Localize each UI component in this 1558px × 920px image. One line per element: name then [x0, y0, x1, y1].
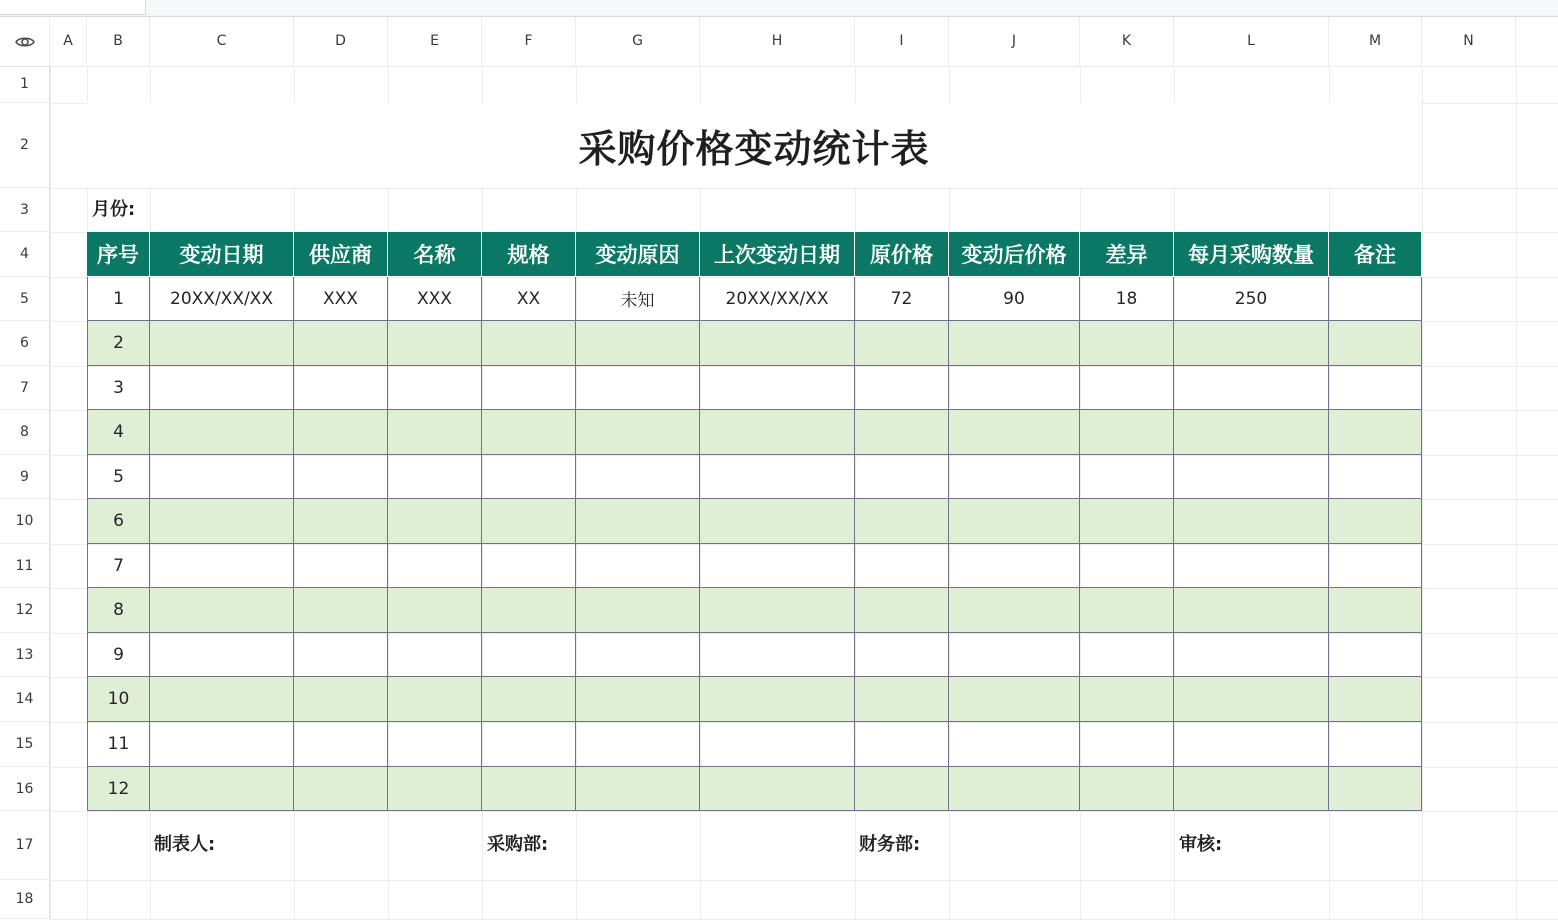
table-cell[interactable]	[150, 544, 294, 588]
table-cell[interactable]	[1080, 767, 1174, 811]
table-cell[interactable]	[150, 633, 294, 677]
table-cell[interactable]	[855, 633, 949, 677]
column-header-bar	[0, 17, 1558, 67]
table-cell[interactable]	[700, 767, 855, 811]
table-cell[interactable]	[482, 410, 576, 455]
table-cell[interactable]: XX	[482, 277, 576, 321]
formula-bar[interactable]	[146, 0, 1558, 14]
table-cell[interactable]	[150, 455, 294, 499]
grid-line	[1422, 66, 1423, 919]
table-cell[interactable]	[949, 677, 1080, 722]
table-cell[interactable]	[482, 588, 576, 633]
table-cell[interactable]	[700, 588, 855, 633]
column-header-k[interactable]: K	[1080, 17, 1174, 66]
table-cell[interactable]	[388, 767, 482, 811]
table-cell[interactable]	[1080, 588, 1174, 633]
table-cell[interactable]	[294, 588, 388, 633]
table-cell[interactable]	[1174, 410, 1329, 455]
row-header-9[interactable]: 9	[0, 455, 50, 499]
table-cell[interactable]	[294, 455, 388, 499]
name-box[interactable]	[0, 0, 146, 15]
table-header-cell[interactable]: 上次变动日期	[700, 232, 855, 276]
table-cell[interactable]: XXX	[388, 277, 482, 321]
table-header-cell[interactable]: 规格	[482, 232, 576, 276]
row-index-cell[interactable]: 6	[87, 499, 150, 544]
table-cell[interactable]	[150, 499, 294, 544]
row-header-18[interactable]: 18	[0, 880, 50, 919]
signature-review[interactable]: 审核:	[1179, 834, 1223, 855]
select-all-corner[interactable]	[0, 17, 50, 66]
table-cell[interactable]	[1329, 366, 1422, 410]
table-cell[interactable]	[949, 366, 1080, 410]
table-cell[interactable]	[700, 544, 855, 588]
column-header-g[interactable]: G	[576, 17, 700, 66]
table-cell[interactable]	[700, 499, 855, 544]
table-cell[interactable]	[388, 722, 482, 767]
table-cell[interactable]	[576, 767, 700, 811]
table-header-cell[interactable]: 变动后价格	[949, 232, 1080, 276]
table-cell[interactable]: XXX	[294, 277, 388, 321]
table-cell[interactable]	[1329, 767, 1422, 811]
table-cell[interactable]	[1329, 544, 1422, 588]
table-cell[interactable]	[294, 499, 388, 544]
table-cell[interactable]	[700, 677, 855, 722]
table-cell[interactable]	[388, 455, 482, 499]
row-index-cell[interactable]: 11	[87, 722, 150, 767]
signature-purchasing[interactable]: 采购部:	[487, 834, 549, 855]
row-index-cell[interactable]: 2	[87, 321, 150, 366]
table-cell[interactable]	[855, 767, 949, 811]
table-cell[interactable]	[949, 499, 1080, 544]
table-cell[interactable]	[482, 633, 576, 677]
table-cell[interactable]	[576, 633, 700, 677]
table-cell[interactable]	[855, 321, 949, 366]
table-cell[interactable]	[855, 677, 949, 722]
table-cell[interactable]	[294, 633, 388, 677]
table-cell[interactable]	[294, 677, 388, 722]
table-cell[interactable]: 20XX/XX/XX	[700, 277, 855, 321]
table-header-cell[interactable]: 序号	[87, 232, 150, 276]
table-cell[interactable]	[294, 410, 388, 455]
table-cell[interactable]	[1080, 321, 1174, 366]
table-cell[interactable]	[388, 544, 482, 588]
grid-line	[1516, 66, 1517, 919]
table-cell[interactable]	[1174, 499, 1329, 544]
table-header-cell[interactable]: 原价格	[855, 232, 949, 276]
signature-preparer[interactable]: 制表人:	[154, 834, 216, 855]
row-index-cell[interactable]: 9	[87, 633, 150, 677]
row-header-3[interactable]: 3	[0, 188, 50, 232]
table-cell[interactable]	[1174, 455, 1329, 499]
table-cell[interactable]	[1080, 633, 1174, 677]
row-header-4[interactable]: 4	[0, 232, 50, 277]
table-cell[interactable]	[388, 410, 482, 455]
column-header-l[interactable]: L	[1174, 17, 1329, 66]
table-header-cell[interactable]: 差异	[1080, 232, 1174, 276]
column-header-m[interactable]: M	[1329, 17, 1422, 66]
table-header-cell[interactable]: 变动日期	[150, 232, 294, 276]
column-header-f[interactable]: F	[482, 17, 576, 66]
table-cell[interactable]	[482, 455, 576, 499]
table-cell[interactable]	[1080, 410, 1174, 455]
table-cell[interactable]	[388, 499, 482, 544]
table-cell[interactable]	[855, 366, 949, 410]
table-cell[interactable]	[482, 366, 576, 410]
column-header-j[interactable]: J	[949, 17, 1080, 66]
table-cell[interactable]	[949, 767, 1080, 811]
table-header-cell[interactable]: 每月采购数量	[1174, 232, 1329, 276]
table-cell[interactable]	[949, 544, 1080, 588]
row-index-cell[interactable]: 7	[87, 544, 150, 588]
table-cell[interactable]: 未知	[576, 277, 700, 321]
table-cell[interactable]	[949, 321, 1080, 366]
row-header-15[interactable]: 15	[0, 722, 50, 767]
table-cell[interactable]	[388, 321, 482, 366]
table-cell[interactable]	[949, 722, 1080, 767]
table-cell[interactable]	[150, 366, 294, 410]
row-header-6[interactable]: 6	[0, 321, 50, 366]
grid-line	[50, 188, 1558, 189]
table-cell[interactable]	[1174, 633, 1329, 677]
table-cell[interactable]	[294, 321, 388, 366]
table-cell[interactable]	[1080, 366, 1174, 410]
table-cell[interactable]	[1174, 767, 1329, 811]
row-header-2[interactable]: 2	[0, 103, 50, 188]
table-header-cell[interactable]: 供应商	[294, 232, 388, 276]
table-cell[interactable]	[1080, 455, 1174, 499]
table-cell[interactable]	[388, 588, 482, 633]
signature-finance[interactable]: 财务部:	[859, 834, 921, 855]
table-cell[interactable]	[1329, 410, 1422, 455]
table-cell[interactable]	[700, 366, 855, 410]
table-cell[interactable]	[482, 677, 576, 722]
column-header-d[interactable]: D	[294, 17, 388, 66]
table-cell[interactable]	[700, 633, 855, 677]
table-header-cell[interactable]: 名称	[388, 232, 482, 276]
table-header-cell[interactable]: 备注	[1329, 232, 1422, 276]
table-cell[interactable]	[482, 767, 576, 811]
table-cell[interactable]	[150, 410, 294, 455]
table-cell[interactable]	[1174, 722, 1329, 767]
table-cell[interactable]	[576, 544, 700, 588]
row-index-cell[interactable]: 5	[87, 455, 150, 499]
table-cell[interactable]	[1080, 722, 1174, 767]
table-cell[interactable]	[150, 588, 294, 633]
table-cell[interactable]	[700, 321, 855, 366]
table-cell[interactable]	[1329, 455, 1422, 499]
table-cell[interactable]	[150, 767, 294, 811]
table-cell[interactable]	[1080, 544, 1174, 588]
table-cell[interactable]: 72	[855, 277, 949, 321]
table-cell[interactable]	[576, 455, 700, 499]
row-header-1[interactable]: 1	[0, 66, 50, 103]
table-cell[interactable]	[1329, 722, 1422, 767]
table-cell[interactable]	[294, 366, 388, 410]
table-cell[interactable]	[294, 767, 388, 811]
table-cell[interactable]	[150, 677, 294, 722]
table-cell[interactable]	[294, 544, 388, 588]
row-index-cell[interactable]: 1	[87, 277, 150, 321]
row-index-cell[interactable]: 12	[87, 767, 150, 811]
table-cell[interactable]	[150, 722, 294, 767]
row-header-7[interactable]: 7	[0, 366, 50, 410]
table-cell[interactable]	[1174, 544, 1329, 588]
table-cell[interactable]	[1174, 677, 1329, 722]
table-cell[interactable]	[576, 722, 700, 767]
row-header-16[interactable]: 16	[0, 767, 50, 811]
grid-line	[50, 811, 1558, 812]
row-header-17[interactable]: 17	[0, 811, 50, 880]
grid-line	[50, 880, 1558, 881]
row-index-cell[interactable]: 10	[87, 677, 150, 722]
eye-icon[interactable]	[15, 35, 35, 49]
table-cell[interactable]	[855, 455, 949, 499]
table-cell[interactable]	[949, 633, 1080, 677]
column-header-b[interactable]: B	[87, 17, 150, 66]
column-header-e[interactable]: E	[388, 17, 482, 66]
table-cell[interactable]	[482, 544, 576, 588]
row-index-cell[interactable]: 3	[87, 366, 150, 410]
row-header-12[interactable]: 12	[0, 588, 50, 633]
table-cell[interactable]	[1174, 321, 1329, 366]
column-header-i[interactable]: I	[855, 17, 949, 66]
row-header-13[interactable]: 13	[0, 633, 50, 677]
table-cell[interactable]	[949, 455, 1080, 499]
column-header-n[interactable]: N	[1422, 17, 1516, 66]
table-cell[interactable]	[855, 722, 949, 767]
table-cell[interactable]	[700, 722, 855, 767]
column-header-a[interactable]: A	[50, 17, 87, 66]
table-cell[interactable]	[482, 499, 576, 544]
table-cell[interactable]	[855, 588, 949, 633]
row-header-11[interactable]: 11	[0, 544, 50, 588]
row-header-5[interactable]: 5	[0, 277, 50, 321]
table-cell[interactable]: 90	[949, 277, 1080, 321]
month-label[interactable]: 月份:	[92, 199, 136, 220]
table-cell[interactable]	[855, 544, 949, 588]
row-index-cell[interactable]: 4	[87, 410, 150, 455]
table-cell[interactable]	[294, 722, 388, 767]
table-cell[interactable]	[1329, 499, 1422, 544]
table-cell[interactable]	[482, 321, 576, 366]
column-header-h[interactable]: H	[700, 17, 855, 66]
table-cell[interactable]	[1080, 677, 1174, 722]
table-cell[interactable]	[576, 321, 700, 366]
table-cell[interactable]	[855, 499, 949, 544]
table-cell[interactable]: 20XX/XX/XX	[150, 277, 294, 321]
table-cell[interactable]	[576, 366, 700, 410]
row-header-8[interactable]: 8	[0, 410, 50, 455]
table-cell[interactable]	[150, 321, 294, 366]
table-cell[interactable]	[1329, 321, 1422, 366]
formula-bar-area	[0, 0, 1558, 17]
sheet-title[interactable]: 采购价格变动统计表	[87, 103, 1421, 187]
table-cell[interactable]	[576, 588, 700, 633]
table-cell[interactable]: 18	[1080, 277, 1174, 321]
table-cell[interactable]	[949, 588, 1080, 633]
row-header-14[interactable]: 14	[0, 677, 50, 722]
table-cell[interactable]	[576, 499, 700, 544]
table-cell[interactable]	[700, 410, 855, 455]
table-cell[interactable]	[482, 722, 576, 767]
table-cell[interactable]	[388, 677, 482, 722]
grid-line	[50, 66, 51, 919]
table-cell[interactable]	[576, 677, 700, 722]
table-cell[interactable]	[1080, 499, 1174, 544]
row-index-cell[interactable]: 8	[87, 588, 150, 633]
table-cell[interactable]	[1174, 366, 1329, 410]
table-cell[interactable]	[949, 410, 1080, 455]
row-header-10[interactable]: 10	[0, 499, 50, 544]
table-cell[interactable]	[1174, 588, 1329, 633]
column-header-c[interactable]: C	[150, 17, 294, 66]
table-cell[interactable]	[1329, 277, 1422, 321]
table-cell[interactable]	[1329, 633, 1422, 677]
table-cell[interactable]	[576, 410, 700, 455]
table-header-cell[interactable]: 变动原因	[576, 232, 700, 276]
table-cell[interactable]: 250	[1174, 277, 1329, 321]
table-cell[interactable]	[700, 455, 855, 499]
table-cell[interactable]	[1329, 677, 1422, 722]
table-cell[interactable]	[388, 366, 482, 410]
table-cell[interactable]	[388, 633, 482, 677]
table-cell[interactable]	[1329, 588, 1422, 633]
grid-line	[50, 66, 1558, 67]
table-cell[interactable]	[855, 410, 949, 455]
